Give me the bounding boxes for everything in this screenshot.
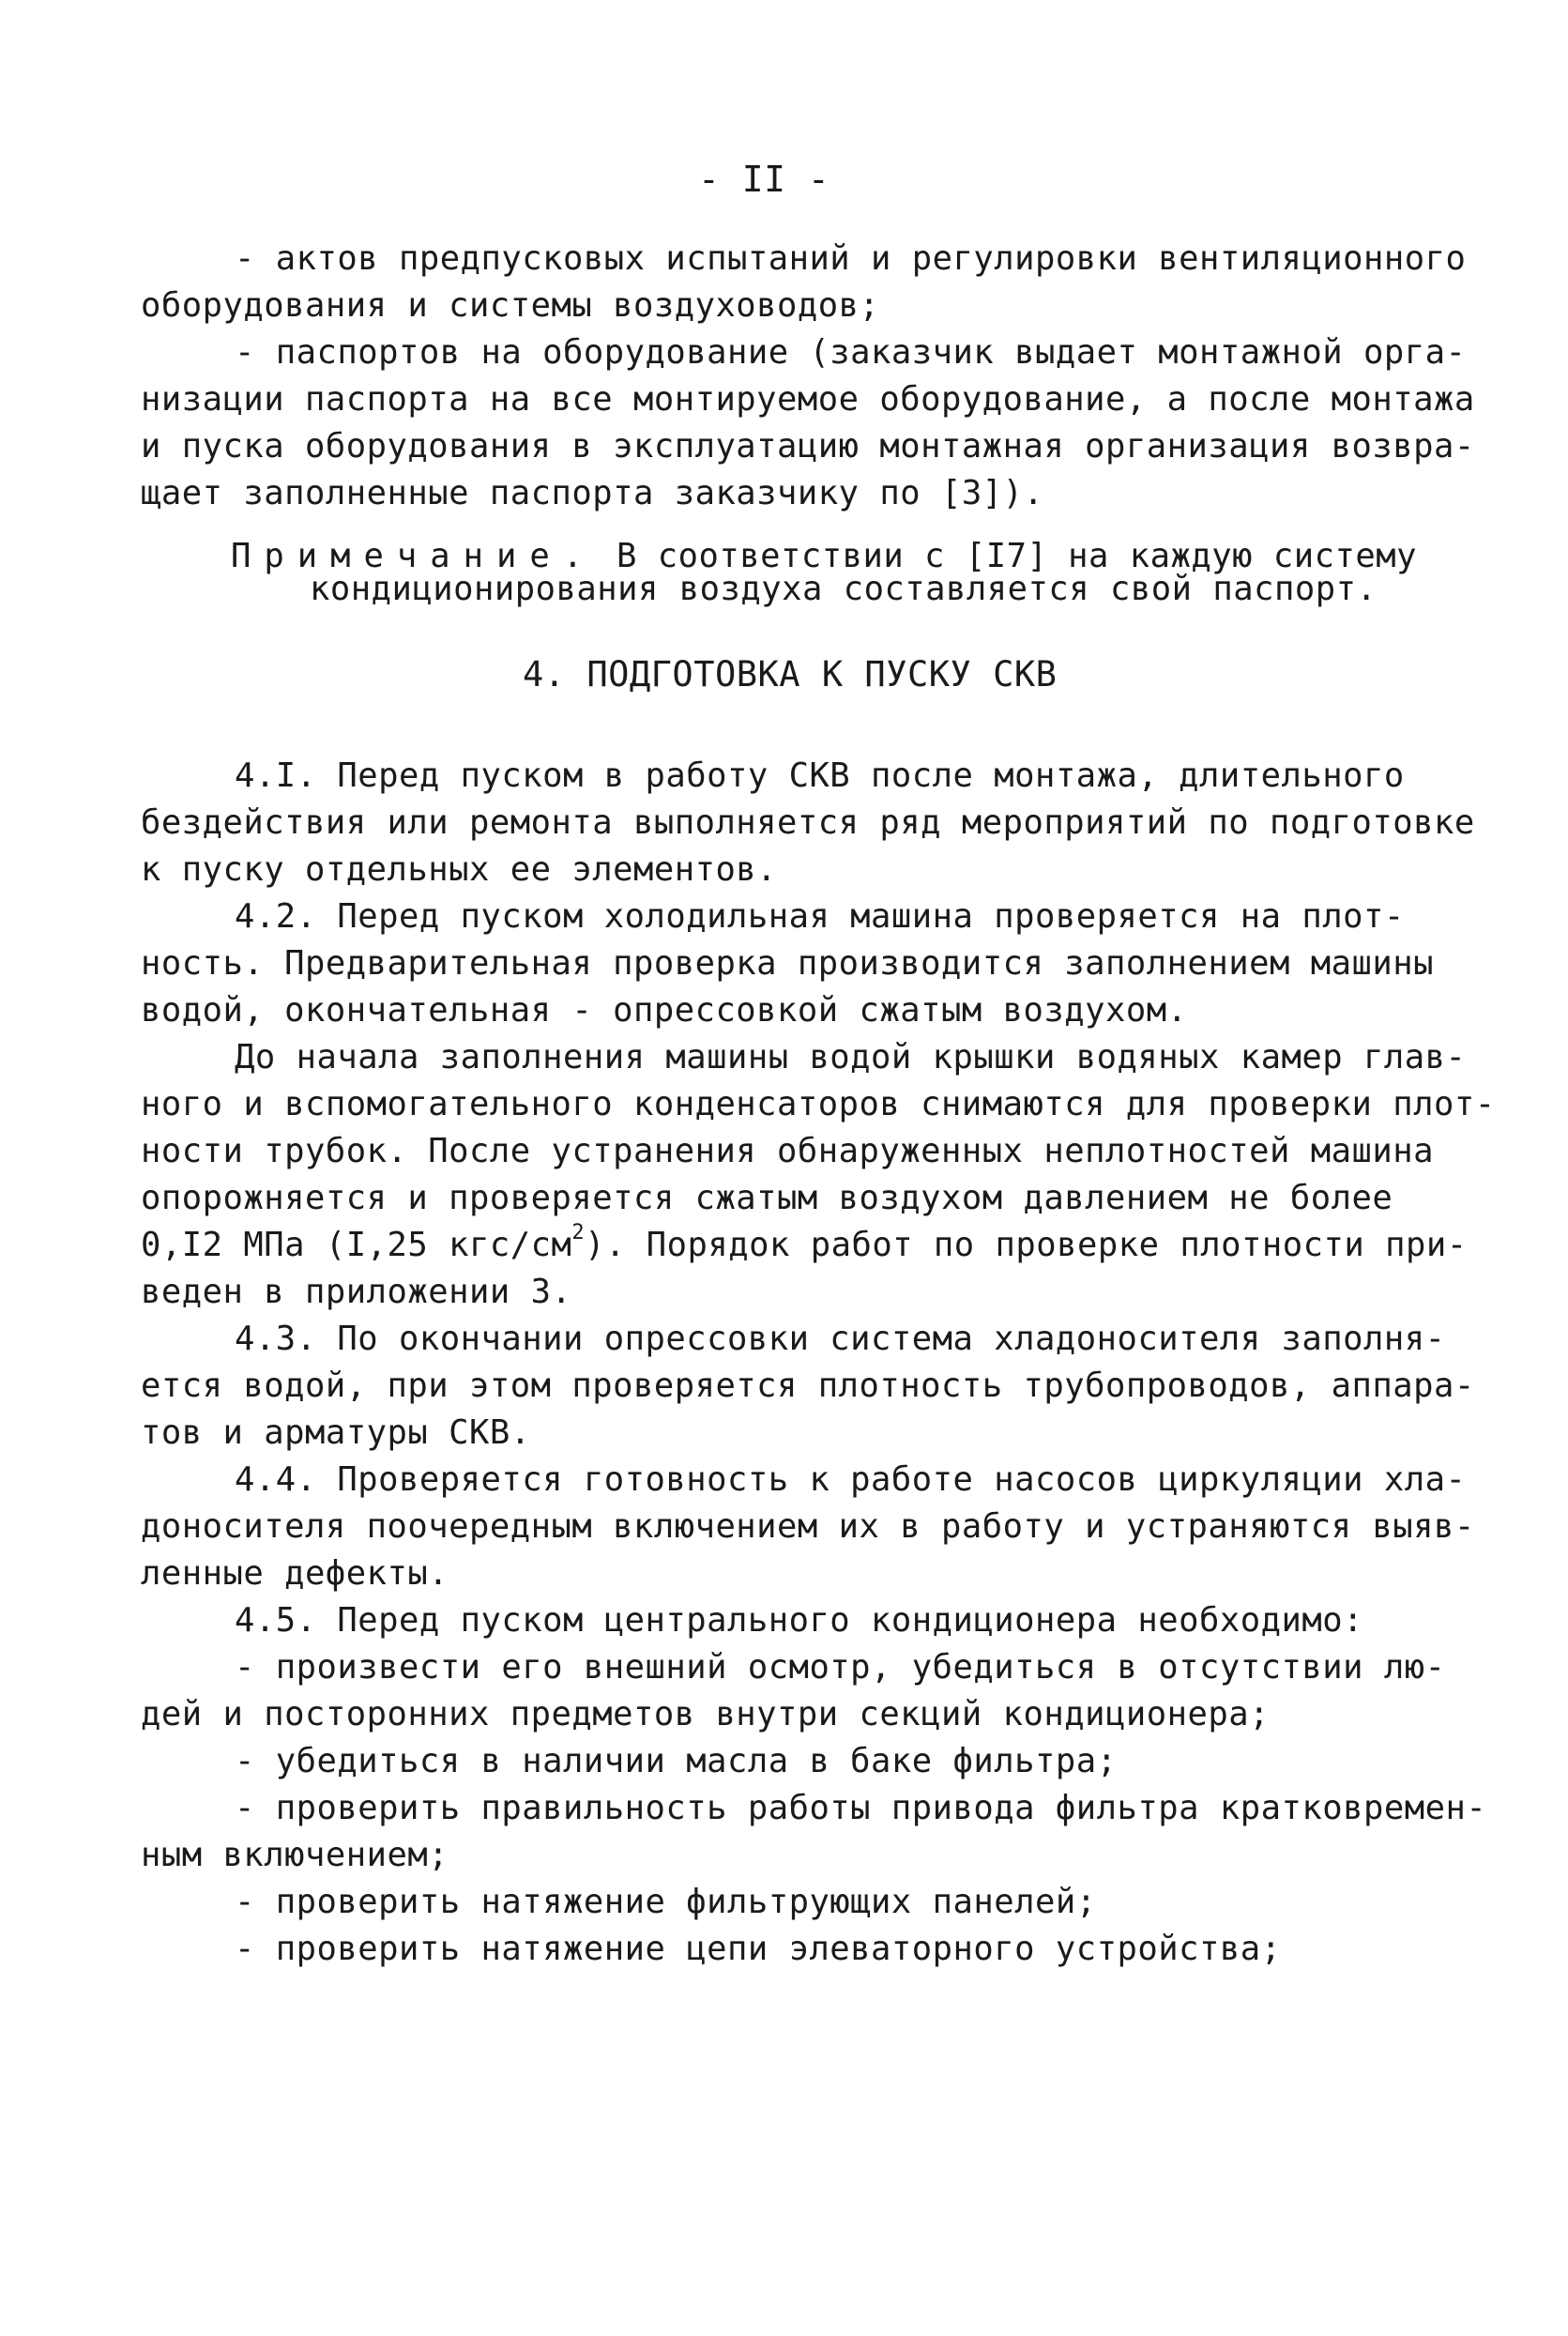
note-text: В соответствии с [I7] на каждую систему	[596, 537, 1418, 575]
page-number: - II -	[698, 159, 830, 200]
text-line: - актов предпусковых испытаний и регулировки вентиляционного	[235, 239, 1467, 278]
text-line: - паспортов на оборудование (заказчик выдает монтажной орга-	[235, 333, 1467, 372]
note-line-1	[231, 537, 1418, 575]
text-line: ного и вспомогательного конденсаторов снимаются для проверки плот-	[141, 1085, 1496, 1123]
text-line: ленные дефекты.	[141, 1554, 449, 1593]
pressure-line	[141, 1221, 1468, 1264]
text-line: - убедиться в наличии масла в баке фильтра;	[235, 1742, 1118, 1780]
text-line: - проверить правильность работы привода фильтра кратковремен-	[235, 1789, 1487, 1827]
text-line: и пуска оборудования в эксплуатацию монтажная организация возвра-	[141, 427, 1475, 466]
superscript-two: 2	[571, 1221, 586, 1244]
text-line: 4.4. Проверяется готовность к работе насосов циркуляции хла-	[235, 1460, 1467, 1499]
text-line: оборудования и системы воздуховодов;	[141, 286, 880, 325]
text-line: к пуску отдельных ее элементов.	[141, 850, 778, 889]
text-line: 4.I. Перед пуском в работу СКВ после монтажа, длительного	[235, 756, 1405, 795]
text-line: - произвести его внешний осмотр, убедиться в отсутствии лю-	[235, 1648, 1446, 1687]
text-line: 4.3. По окончании опрессовки система хладоносителя заполня-	[235, 1320, 1446, 1358]
note-label: Примечание.	[231, 537, 597, 575]
text-line: опорожняется и проверяется сжатым воздухом давлением не более	[141, 1179, 1393, 1217]
text-line: ется водой, при этом проверяется плотность трубопроводов, аппара-	[141, 1366, 1475, 1405]
text-line: тов и арматуры СКВ.	[141, 1413, 531, 1452]
text-line: 4.5. Перед пуском центрального кондиционера необходимо:	[235, 1601, 1364, 1640]
text-line: До начала заполнения машины водой крышки водяных камер глав-	[235, 1038, 1467, 1076]
note-line-2: кондиционирования воздуха составляется свой паспорт.	[310, 570, 1378, 608]
section-heading: 4. ПОДГОТОВКА К ПУСКУ СКВ	[523, 654, 1058, 695]
pressure-text-after: ). Порядок работ по проверке плотности при-	[585, 1226, 1468, 1264]
text-line: бездействия или ремонта выполняется ряд мероприятий по подготовке	[141, 803, 1475, 842]
text-line: - проверить натяжение фильтрующих панелей;	[235, 1883, 1097, 1921]
text-line: ным включением;	[141, 1836, 449, 1874]
text-line: щает заполненные паспорта заказчику по [3]).	[141, 474, 1044, 512]
text-line: - проверить натяжение цепи элеваторного устройства;	[235, 1930, 1282, 1968]
text-line: ность. Предварительная проверка производится заполнением машины	[141, 944, 1434, 983]
text-line: дей и посторонних предметов внутри секций кондиционера;	[141, 1695, 1271, 1733]
text-line: доносителя поочередным включением их в работу и устраняются выяв-	[141, 1507, 1475, 1546]
text-line: ности трубок. После устранения обнаруженных неплотностей машина	[141, 1132, 1434, 1170]
text-line: низации паспорта на все монтируемое оборудование, а после монтажа	[141, 380, 1475, 419]
text-line: 4.2. Перед пуском холодильная машина проверяется на плот-	[235, 897, 1405, 936]
text-line: веден в приложении 3.	[141, 1273, 572, 1311]
text-line: водой, окончательная - опрессовкой сжатым воздухом.	[141, 991, 1188, 1030]
pressure-text-before: 0,I2 МПа (I,25 кгс/см	[141, 1226, 572, 1264]
